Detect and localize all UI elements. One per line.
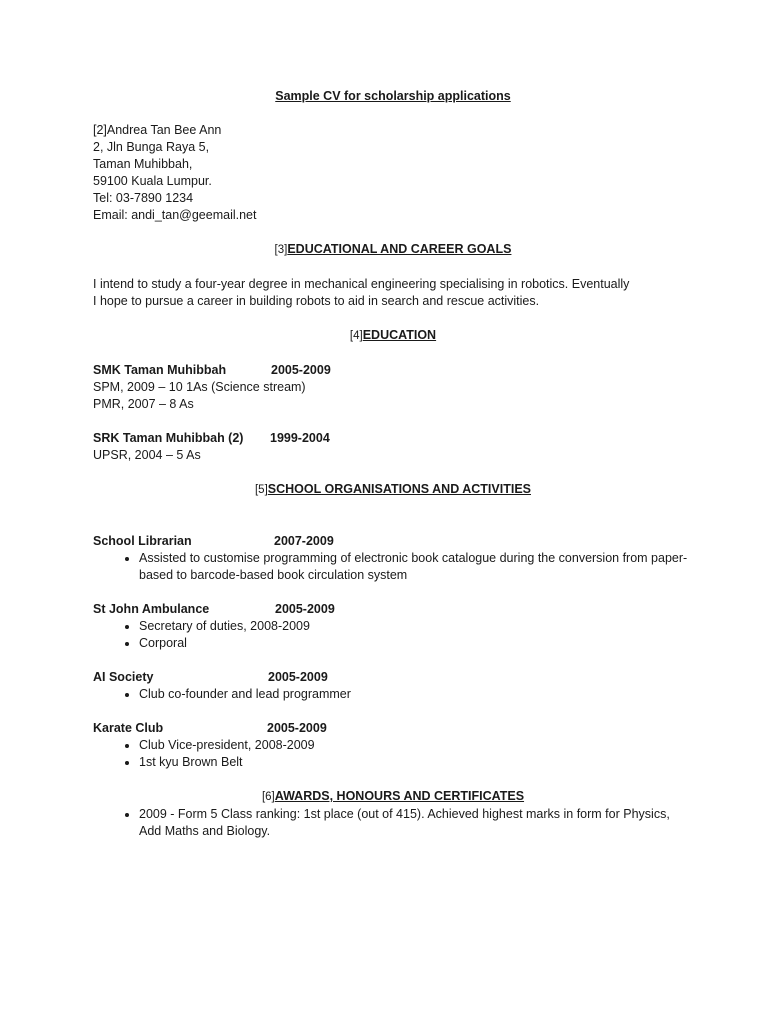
goals-paragraph <box>93 276 693 310</box>
contact-email: Email: andi_tan@geemail.net <box>93 208 257 222</box>
activity-row <box>93 533 693 550</box>
activity-entry <box>93 669 693 703</box>
contact-address-line-2: Taman Muhibbah, <box>93 157 193 171</box>
contact-phone: Tel: 03-7890 1234 <box>93 191 194 205</box>
activity-name: Karate Club <box>93 721 164 735</box>
goals-heading-text: EDUCATIONAL AND CAREER GOALS <box>287 242 512 256</box>
awards-heading-text: AWARDS, HONOURS AND CERTIFICATES <box>274 789 525 803</box>
awards-tag: [6] <box>261 791 275 803</box>
activity-name: St John Ambulance <box>93 602 210 616</box>
activity-entry <box>93 533 693 584</box>
education-tag: [4] <box>349 330 363 342</box>
list-item: • 1st kyu Brown Belt <box>139 754 693 771</box>
list-item: • 2009 - Form 5 Class ranking: 1st place (out of 415). Achieved highest marks in form for Physics, Add Maths and Biology. <box>139 806 693 840</box>
activity-name: AI Society <box>93 670 154 684</box>
activity-row <box>93 601 693 618</box>
list-item: • Secretary of duties, 2008-2009 <box>139 618 693 635</box>
school-entry <box>93 362 693 413</box>
school-detail: PMR, 2007 – 8 As <box>93 397 194 411</box>
goals-tag: [3] <box>274 244 288 256</box>
contact-block <box>93 122 693 224</box>
goals-heading <box>93 241 693 259</box>
activity-entry <box>93 601 693 652</box>
school-name: SRK Taman Muhibbah (2) <box>93 431 244 445</box>
list-item: • Corporal <box>139 635 693 652</box>
document-title: Sample CV for scholarship applications <box>275 89 511 103</box>
activity-years: 2005-2009 <box>267 721 327 735</box>
school-years: 1999-2004 <box>270 431 330 445</box>
school-name: SMK Taman Muhibbah <box>93 363 227 377</box>
contact-address-line-3: 59100 Kuala Lumpur. <box>93 174 212 188</box>
activity-row <box>93 720 693 737</box>
activity-bullets <box>93 737 693 771</box>
list-item: • Club co-founder and lead programmer <box>139 686 693 703</box>
activity-bullets <box>93 618 693 652</box>
activities-heading <box>93 481 693 499</box>
activity-years: 2005-2009 <box>268 670 328 684</box>
cv-document <box>93 88 693 840</box>
contact-name: [2]Andrea Tan Bee Ann <box>93 123 222 137</box>
school-years: 2005-2009 <box>271 363 331 377</box>
activity-bullets <box>93 550 693 584</box>
contact-address-line-1: 2, Jln Bunga Raya 5, <box>93 140 210 154</box>
school-detail: SPM, 2009 – 10 1As (Science stream) <box>93 380 306 394</box>
list-item: • Assisted to customise programming of electronic book catalogue during the conversion from paper-based to barcode-based book circulation system <box>139 550 693 584</box>
activities-heading-text: SCHOOL ORGANISATIONS AND ACTIVITIES <box>267 482 531 496</box>
school-row <box>93 430 693 447</box>
school-detail: UPSR, 2004 – 5 As <box>93 448 201 462</box>
activity-years: 2007-2009 <box>274 534 334 548</box>
goals-line-1: I intend to study a four-year degree in mechanical engineering specialising in robotics. Eventually <box>93 277 630 291</box>
school-row <box>93 362 693 379</box>
awards-bullets <box>93 806 693 840</box>
awards-heading <box>93 788 693 806</box>
activity-name: School Librarian <box>93 534 192 548</box>
goals-line-2: I hope to pursue a career in building robots to aid in search and rescue activities. <box>93 294 540 308</box>
activity-years: 2005-2009 <box>275 602 335 616</box>
school-entry <box>93 430 693 464</box>
activity-row <box>93 669 693 686</box>
activities-tag: [5] <box>254 484 268 496</box>
activity-bullets <box>93 686 693 703</box>
education-heading-text: EDUCATION <box>362 328 437 342</box>
education-heading <box>93 327 693 345</box>
activity-entry <box>93 720 693 771</box>
list-item: • Club Vice-president, 2008-2009 <box>139 737 693 754</box>
